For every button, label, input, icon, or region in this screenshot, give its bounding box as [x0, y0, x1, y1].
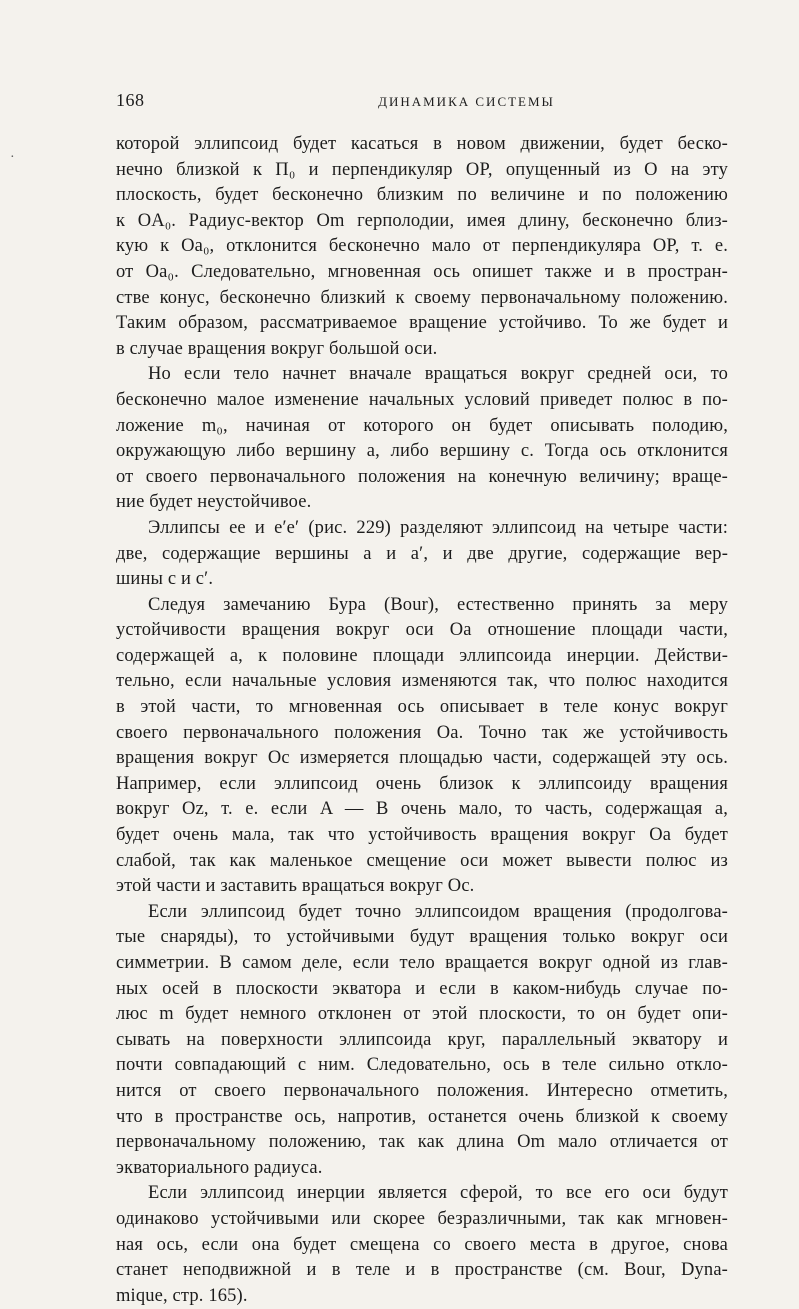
page-header	[116, 90, 727, 114]
paragraph	[116, 900, 728, 1182]
text-line: содержащей a, к половине площади эллипсоида инерции. Действи-	[116, 645, 728, 666]
text-line: нечно близкой к Π₀ и перпендикуляр OP, опущенный из O на эту	[116, 159, 728, 180]
text-line: что в пространстве ось, напротив, останется очень близкой к своему	[116, 1106, 728, 1127]
text-line: устойчивости вращения вокруг оси Oa отношение площади части,	[116, 620, 728, 641]
text-line: тые снаряды), то устойчивыми будут вращения только вокруг оси	[116, 927, 728, 948]
text-line: одинаково устойчивыми или скорее безразличными, так как мгновен-	[116, 1208, 728, 1229]
text-line: кую к Oa₀, отклонится бесконечно мало от перпендикуляра OP, т. е.	[116, 236, 728, 257]
text-line: плоскость, будет бесконечно близким по величине и по положению	[116, 185, 728, 206]
paragraph	[116, 1181, 728, 1309]
text-line: первоначальному положению, так как длина Om мало отличается от	[116, 1132, 728, 1153]
text-line: ложение m₀, начиная от которого он будет описывать полодию,	[116, 415, 728, 436]
text-line: экваториального радиуса.	[116, 1157, 323, 1178]
text-line: ных осей в плоскости экватора и если в каком-нибудь случае по-	[116, 978, 728, 999]
text-line: вращения вокруг Oc измеряется площадью части, содержащей эту ось.	[116, 748, 728, 769]
text-line: вокруг Oz, т. е. если A — B очень мало, то часть, содержащая a,	[116, 799, 728, 820]
text-line: стве конус, бесконечно близкий к своему первоначальному положению.	[116, 287, 728, 308]
text-line: ная ось, если она будет смещена со своего места в другое, снова	[116, 1234, 728, 1255]
text-line: слабой, так как маленькое смещение оси может вывести полюс из	[116, 850, 728, 871]
text-line: Эллипсы ee и e′e′ (рис. 229) разделяют эллипсоид на четыре части:	[148, 517, 728, 538]
text-line: Но если тело начнет вначале вращаться вокруг средней оси, то	[148, 364, 728, 385]
paragraph	[116, 132, 728, 362]
text-line: от Oa₀. Следовательно, мгновенная ось опишет также и в простран-	[116, 261, 728, 282]
text-line: которой эллипсоид будет касаться в новом движении, будет беско-	[116, 134, 728, 154]
text-line: симметрии. В самом деле, если тело вращается вокруг одной из глав-	[116, 953, 728, 973]
text-line: Например, если эллипсоид очень близок к эллипсоиду вращения	[116, 773, 728, 794]
text-line: Таким образом, рассматриваемое вращение устойчиво. То же будет и	[116, 313, 728, 334]
text-line: две, содержащие вершины a и a′, и две другие, содержащие вер-	[116, 543, 728, 564]
text-line: ние будет неустойчивое.	[116, 492, 312, 513]
paragraph	[116, 593, 728, 900]
text-line: этой части и заставить вращаться вокруг Oc.	[116, 876, 475, 897]
text-line: почти совпадающий с ним. Следовательно, ось в теле сильно откло-	[116, 1055, 728, 1076]
page-number: 168	[116, 90, 145, 110]
text-line: своего первоначального положения Oa. Точно так же устойчивость	[116, 722, 728, 743]
body-text	[116, 132, 728, 1309]
text-line: люс m будет немного отклонен от этой плоскости, то он будет опи-	[116, 1004, 728, 1025]
running-title: ДИНАМИКА СИСТЕМЫ	[378, 94, 555, 109]
text-line: Следуя замечанию Бура (Bour), естественно принять за меру	[148, 594, 728, 615]
paragraph	[116, 516, 728, 593]
text-line: в случае вращения вокруг большой оси.	[116, 338, 438, 359]
text-line: тельно, если начальные условия изменяются так, что полюс находится	[116, 671, 728, 692]
text-line: шины c и c′.	[116, 569, 214, 590]
text-line: mique, стр. 165).	[116, 1285, 248, 1306]
text-line: нится от своего первоначального положения. Интересно отметить,	[116, 1080, 728, 1101]
text-line: от своего первоначального положения на конечную величину; враще-	[116, 466, 728, 487]
text-line: Если эллипсоид будет точно эллипсоидом вращения (продолгова-	[148, 901, 728, 922]
text-line: в этой части, то мгновенная ось описывает в теле конус вокруг	[116, 697, 728, 718]
paragraph	[116, 362, 728, 516]
text-line: сывать на поверхности эллипсоида круг, параллельный экватору и	[116, 1029, 728, 1050]
text-line: окружающую либо вершину a, либо вершину c. Тогда ось отклонится	[116, 441, 728, 462]
text-line: Если эллипсоид инерции является сферой, то все его оси будут	[148, 1183, 728, 1204]
margin-speck: ·	[10, 150, 15, 165]
text-line: бесконечно малое изменение начальных условий приведет полюс в по-	[116, 389, 728, 410]
text-line: станет неподвижной и в теле и в пространстве (см. Bour, Dyna-	[116, 1260, 728, 1281]
text-line: будет очень мала, так что устойчивость вращения вокруг Oa будет	[116, 825, 728, 846]
text-line: к OA₀. Радиус-вектор Om герполодии, имея длину, бесконечно близ-	[116, 210, 728, 231]
